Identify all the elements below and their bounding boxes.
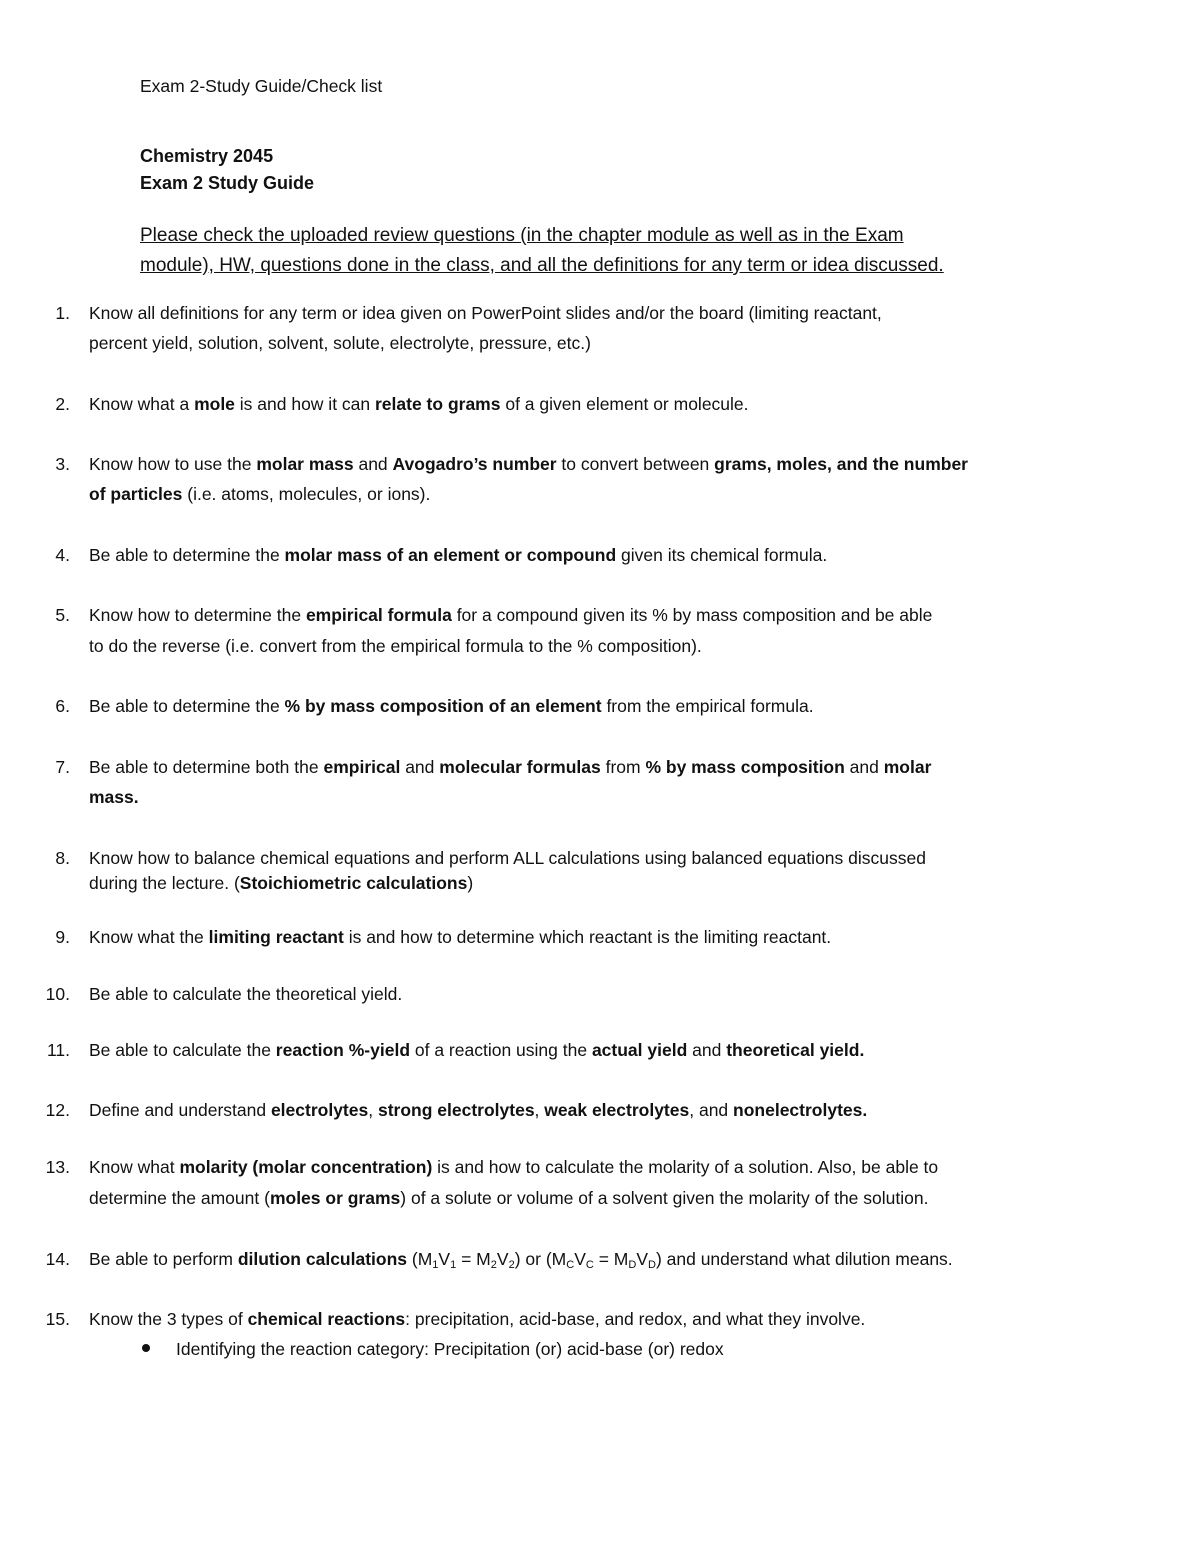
notice-line-1: Please check the uploaded review questions (in the chapter module as well as in the Exam: [140, 225, 904, 246]
item-number: 3.: [55, 454, 70, 474]
item-text: Know what a mole is and how it can relate to grams of a given element or molecule.: [89, 394, 749, 414]
guide-title: Exam 2 Study Guide: [140, 173, 315, 193]
item-number: 7.: [55, 757, 70, 777]
item-text: Know how to determine the empirical formula for a compound given its % by mass composition and be able: [89, 605, 933, 625]
item-number: 4.: [55, 545, 70, 565]
item-number: 15.: [45, 1309, 70, 1329]
item-text: Be able to determine the molar mass of an element or compound given its chemical formula.: [89, 545, 828, 565]
page-header: Exam 2-Study Guide/Check list: [140, 76, 383, 96]
item-text-cont: of particles (i.e. atoms, molecules, or ions).: [89, 484, 431, 504]
item-number: 2.: [55, 394, 70, 414]
item-number: 8.: [55, 848, 70, 868]
bullet-dot-icon: [142, 1344, 150, 1352]
item-number: 9.: [55, 927, 70, 947]
item-number: 13.: [45, 1157, 70, 1177]
item-text: Be able to determine both the empirical and molecular formulas from % by mass composition and molar: [89, 757, 932, 777]
item-text-cont: determine the amount (moles or grams) of a solute or volume of a solvent given the molarity of the solution.: [89, 1188, 929, 1208]
item-number: 5.: [55, 605, 70, 625]
item-text: Be able to calculate the reaction %-yield of a reaction using the actual yield and theoretical yield.: [89, 1040, 865, 1060]
item-text-cont: percent yield, solution, solvent, solute, electrolyte, pressure, etc.): [89, 333, 591, 353]
item-text: Be able to calculate the theoretical yield.: [89, 984, 403, 1004]
notice-line-2: module), HW, questions done in the class, and all the definitions for any term or idea discussed.: [140, 255, 944, 276]
item-text: Be able to perform dilution calculations $(M_1V_1 = M_2V_2)$ or $(M_CV_C = M_DV_D)$ and understand what dilution means.: [89, 1249, 953, 1271]
item-number: 14.: [45, 1249, 70, 1269]
course-title: Chemistry 2045: [140, 146, 274, 166]
item-number: 11.: [46, 1040, 70, 1060]
item-text: Know all definitions for any term or idea given on PowerPoint slides and/or the board (limiting reactant,: [89, 303, 882, 323]
item-text: Know how to balance chemical equations and perform ALL calculations using balanced equations discussed: [89, 848, 926, 868]
item-number: 12.: [45, 1100, 70, 1120]
item-text-cont: mass.: [89, 787, 139, 807]
item-text-cont: during the lecture. (Stoichiometric calculations): [89, 873, 474, 893]
item-number: 6.: [55, 696, 70, 716]
item-text-cont: to do the reverse (i.e. convert from the empirical formula to the % composition).: [89, 636, 702, 656]
item-text: Know what the limiting reactant is and how to determine which reactant is the limiting reactant.: [89, 927, 832, 947]
item-number: 10.: [45, 984, 70, 1004]
item-text: Define and understand electrolytes, strong electrolytes, weak electrolytes, and nonelectrolytes.: [89, 1100, 868, 1120]
item-text: Know how to use the molar mass and Avogadro’s number to convert between grams, moles, and the number: [89, 454, 968, 474]
item-number: 1.: [55, 303, 70, 323]
sub-bullet-text: Identifying the reaction category: Precipitation (or) acid-base (or) redox: [176, 1339, 724, 1359]
item-text: Know what molarity (molar concentration) is and how to calculate the molarity of a solution. Also, be able to: [89, 1157, 939, 1177]
item-text: Know the 3 types of chemical reactions: precipitation, acid-base, and redox, and what they involve.: [89, 1309, 866, 1329]
item-text: Be able to determine the % by mass composition of an element from the empirical formula.: [89, 696, 814, 716]
